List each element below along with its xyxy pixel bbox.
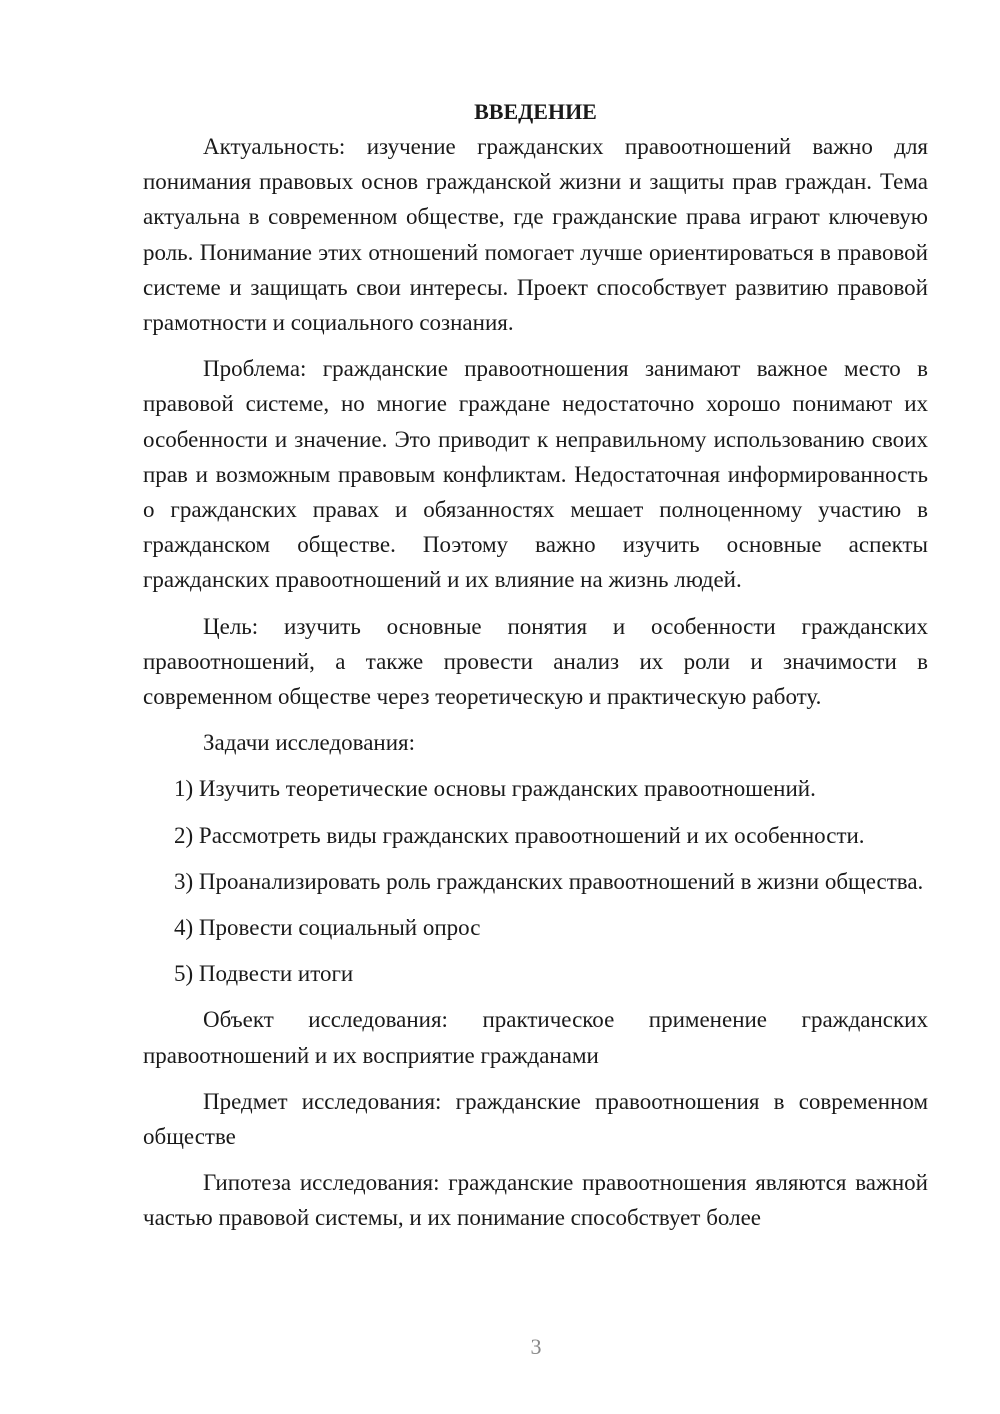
task-item-3: 3) Проанализировать роль гражданских правоотношений в жизни общества. <box>174 868 924 894</box>
section-title: ВВЕДЕНИЕ <box>474 99 597 124</box>
paragraph-object: Объект исследования: практическое применение гражданских правоотношений и их восприятие гражданами <box>143 1007 928 1068</box>
document-page <box>143 94 928 1247</box>
paragraph-goal: Цель: изучить основные понятия и особенности гражданских правоотношений, а также провести анализ их роли и значимости в современном обществе через теоретическую и практическую работу. <box>143 613 928 710</box>
paragraph-hypothesis: Гипотеза исследования: гражданские правоотношения являются важной частью правовой системы, и их понимание способствует более <box>143 1170 928 1231</box>
task-item-2: 2) Рассмотреть виды гражданских правоотношений и их особенности. <box>174 822 865 848</box>
paragraph-problem: Проблема: гражданские правоотношения занимают важное место в правовой системе, но многие граждане недостаточно хорошо понимают их особенности и значение. Это приводит к неправильному использованию своих прав и возможным правовым конфликтам. Недостаточная информированность о гражданских правах и обязанностях мешает полноценному участию в гражданском обществе. Поэтому важно изучить основные аспекты гражданских правоотношений и их влияние на жизнь людей. <box>143 356 928 593</box>
task-item-1: 1) Изучить теоретические основы гражданских правоотношений. <box>174 776 816 802</box>
task-item-4: 4) Провести социальный опрос <box>174 915 481 941</box>
paragraph-subject: Предмет исследования: гражданские правоотношения в современном обществе <box>143 1088 928 1150</box>
paragraph-relevance: Актуальность: изучение гражданских правоотношений важно для понимания правовых основ гражданской жизни и защиты прав граждан. Тема актуальна в современном обществе, где гражданские права играют ключевую роль. Понимание этих отношений помогает лучше ориентироваться в правовой системе и защищать свои интересы. Проект способствует развитию правовой грамотности и социального сознания. <box>143 134 928 336</box>
tasks-heading: Задачи исследования: <box>203 730 416 756</box>
page-number: 3 <box>530 1334 542 1359</box>
task-item-5: 5) Подвести итоги <box>174 961 354 987</box>
